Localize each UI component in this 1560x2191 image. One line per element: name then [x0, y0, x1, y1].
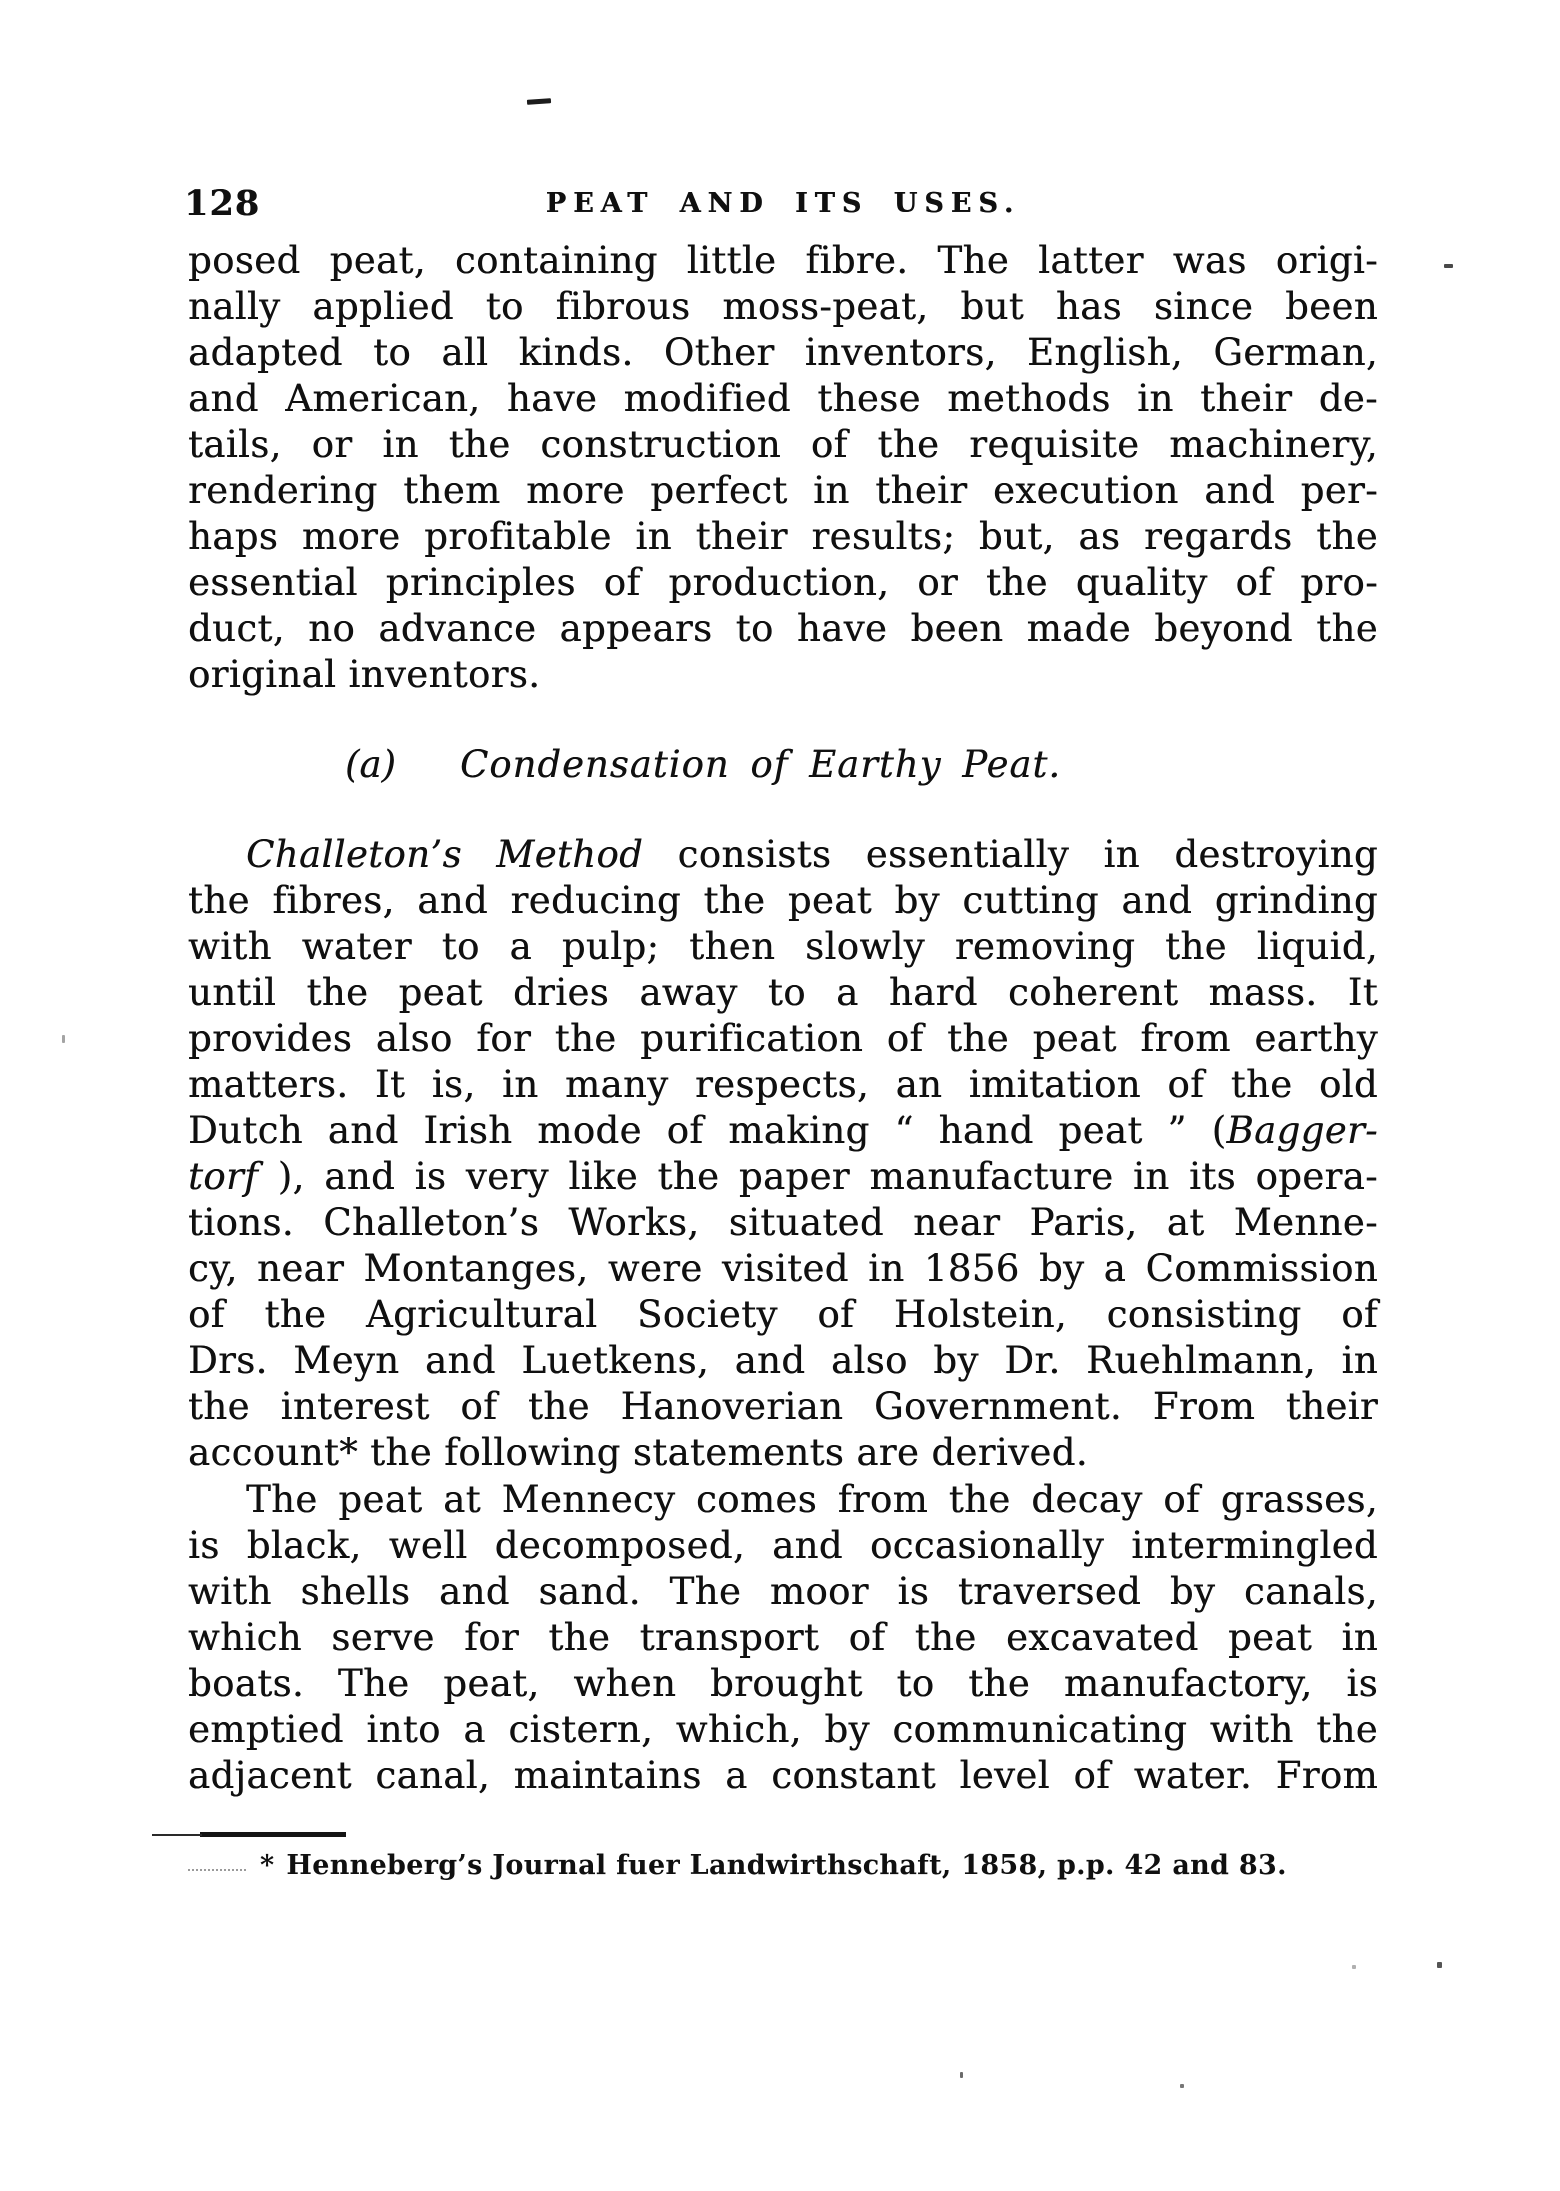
text-line — [188, 560, 1378, 606]
text-segment: ), and is very like the paper manufacture in its opera- — [258, 1155, 1378, 1198]
text-segment: of the Agricultural Society of Holstein, consisting of — [188, 1293, 1378, 1336]
scan-artifact — [1352, 1965, 1356, 1969]
text-segment: the fibres, and reducing the peat by cutting and grinding — [188, 879, 1378, 922]
text-line — [188, 1062, 1378, 1108]
text-segment: original inventors. — [188, 653, 541, 696]
text-line — [188, 652, 1378, 698]
text-line — [188, 1753, 1378, 1799]
text-segment: tions. Challeton’s Works, situated near Paris, at Menne- — [188, 1201, 1378, 1244]
text-segment: tails, or in the construction of the requisite machinery, — [188, 423, 1378, 466]
text-segment: cy, near Montanges, were visited in 1856 by a Commission — [188, 1247, 1378, 1290]
paragraph — [188, 1477, 1378, 1799]
text-segment: matters. It is, in many respects, an imitation of the old — [188, 1063, 1378, 1106]
text-line — [188, 878, 1378, 924]
paragraph — [188, 238, 1378, 698]
footnote-marker: * — [260, 1850, 275, 1881]
text-segment: essential principles of production, or the quality of pro- — [188, 561, 1378, 604]
text-line — [188, 238, 1378, 284]
text-segment: boats. The peat, when brought to the manufactory, is — [188, 1662, 1378, 1705]
text-line — [188, 1338, 1378, 1384]
text-segment: haps more profitable in their results; but, as regards the — [188, 515, 1378, 558]
text-line — [188, 376, 1378, 422]
text-line — [188, 1661, 1378, 1707]
text-line — [188, 1016, 1378, 1062]
scan-artifact — [62, 1035, 65, 1043]
text-segment: The peat at Mennecy comes from the decay of grasses, — [246, 1478, 1378, 1521]
text-line — [188, 468, 1378, 514]
text-segment: provides also for the purification of the peat from earthy — [188, 1017, 1378, 1060]
text-line — [188, 1246, 1378, 1292]
text-line — [188, 514, 1378, 560]
text-segment: with water to a pulp; then slowly removing the liquid, — [188, 925, 1378, 968]
text-line — [188, 422, 1378, 468]
text-line — [188, 924, 1378, 970]
text-line — [188, 1615, 1378, 1661]
page-number: 128 — [184, 183, 261, 224]
section-heading-title: Condensation of Earthy Peat. — [459, 743, 1062, 786]
text-line — [188, 284, 1378, 330]
text-line — [188, 1430, 1378, 1476]
text-segment: nally applied to fibrous moss-peat, but has since been — [188, 285, 1378, 328]
text-segment: until the peat dries away to a hard coherent mass. It — [188, 971, 1378, 1014]
text-line — [188, 970, 1378, 1016]
text-segment: Dutch and Irish mode of making “ hand peat ” ( — [188, 1109, 1227, 1152]
footnote-divider-tail — [152, 1834, 202, 1836]
text-segment: emptied into a cistern, which, by communicating with the — [188, 1708, 1378, 1751]
text-line — [188, 1108, 1378, 1154]
text-line — [188, 1384, 1378, 1430]
text-segment: with shells and sand. The moor is traversed by canals, — [188, 1570, 1378, 1613]
text-line — [188, 1569, 1378, 1615]
text-line — [188, 1477, 1378, 1523]
text-line — [188, 1523, 1378, 1569]
page-header — [184, 183, 1378, 227]
scan-artifact-dots — [188, 1863, 246, 1871]
text-segment: and American, have modified these methods in their de- — [188, 377, 1378, 420]
text-line — [188, 1707, 1378, 1753]
scan-artifact — [960, 2072, 963, 2078]
footnote-divider-rule — [200, 1832, 346, 1837]
scan-artifact — [1180, 2084, 1184, 2088]
text-segment: adapted to all kinds. Other inventors, English, German, — [188, 331, 1378, 374]
italic-text-segment: Bagger- — [1226, 1109, 1378, 1152]
running-title: PEAT AND ITS USES. — [545, 188, 1021, 219]
italic-text-segment: Challeton’s Method — [246, 833, 644, 876]
section-heading — [188, 742, 1378, 788]
text-segment: Drs. Meyn and Luetkens, and also by Dr. Ruehlmann, in — [188, 1339, 1378, 1382]
text-segment: the interest of the Hanoverian Government. From their — [188, 1385, 1378, 1428]
text-line — [188, 1154, 1378, 1200]
text-segment: rendering them more perfect in their execution and per- — [188, 469, 1378, 512]
italic-text-segment: torf — [188, 1155, 259, 1198]
text-segment: account* the following statements are derived. — [188, 1431, 1088, 1474]
scan-artifact — [527, 98, 551, 105]
scan-artifact — [1437, 1962, 1442, 1968]
section-heading-label: (a) — [345, 743, 396, 786]
scan-artifact — [1444, 264, 1453, 268]
text-segment: is black, well decomposed, and occasionally intermingled — [188, 1524, 1378, 1567]
text-segment: posed peat, containing little fibre. The latter was origi- — [188, 239, 1378, 282]
text-segment: adjacent canal, maintains a constant level of water. From — [188, 1754, 1378, 1797]
footnote — [188, 1849, 1378, 1883]
text-line — [188, 1200, 1378, 1246]
text-line — [188, 832, 1378, 878]
paragraph — [188, 832, 1378, 1476]
text-line — [188, 330, 1378, 376]
text-segment: duct, no advance appears to have been made beyond the — [188, 607, 1378, 650]
text-line — [188, 606, 1378, 652]
footnote-text: Henneberg’s Journal fuer Landwirthschaft, 1858, p.p. 42 and 83. — [286, 1850, 1287, 1881]
text-line — [188, 1292, 1378, 1338]
text-segment: consists essentially in destroying — [643, 833, 1378, 876]
text-segment: which serve for the transport of the excavated peat in — [188, 1616, 1378, 1659]
